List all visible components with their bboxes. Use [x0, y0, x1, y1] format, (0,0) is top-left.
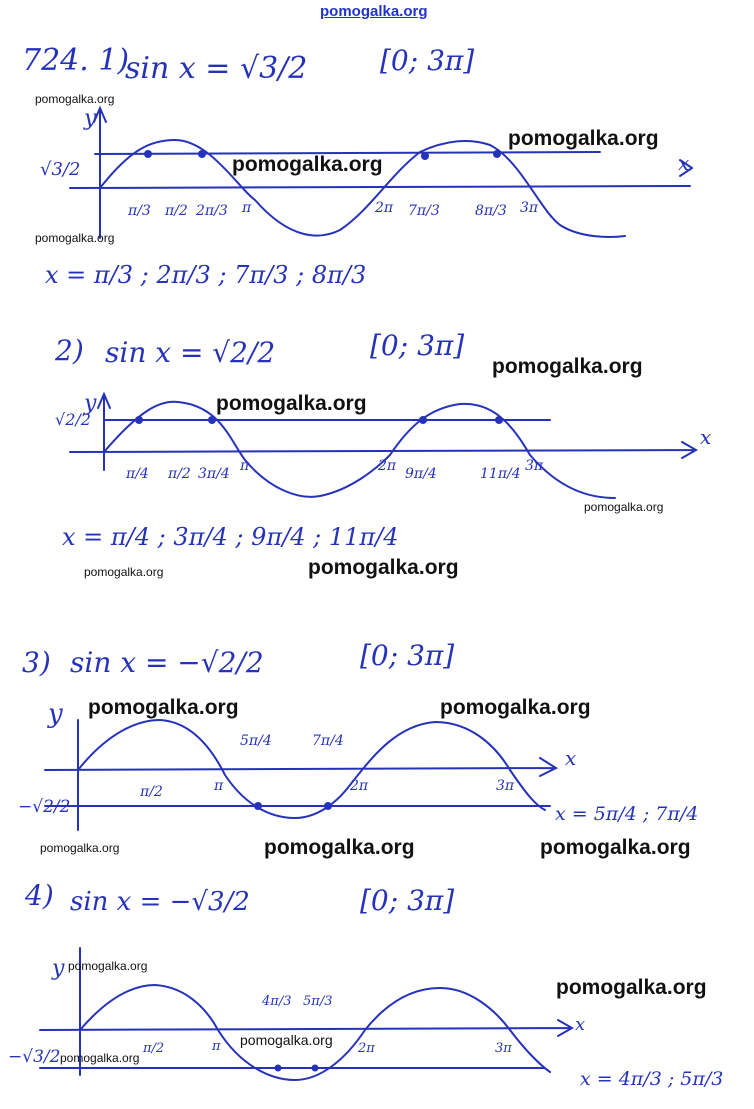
p3-tick: 5π/4 — [240, 733, 272, 749]
p4-tick: π — [212, 1039, 221, 1054]
p1-x-label: x — [678, 151, 690, 175]
watermark: pomogalka.org — [35, 92, 115, 106]
p1-tick: 2π — [375, 200, 394, 216]
p3-tick: π/2 — [140, 784, 163, 800]
p3-tick-labels — [139, 733, 515, 800]
p2-tick: π — [240, 458, 250, 474]
p2-tick: 9π/4 — [405, 466, 437, 482]
watermark: pomogalka.org — [216, 392, 367, 415]
watermark: pomogalka.org — [40, 841, 120, 855]
site-header[interactable]: pomogalka.org — [320, 3, 428, 20]
p3-x-label: x — [565, 746, 577, 770]
p4-y-label: y — [52, 956, 65, 981]
watermark: pomogalka.org — [68, 959, 148, 973]
p2-tick: 3π — [525, 458, 544, 474]
p1-tick: 8π/3 — [475, 203, 507, 219]
p2-tick: 3π/4 — [198, 466, 230, 482]
p3-y-label: y — [48, 699, 63, 729]
watermark: pomogalka.org — [540, 836, 691, 859]
p2-tick: 11π/4 — [480, 466, 521, 482]
p3-level-label: −√2/2 — [18, 797, 71, 817]
p1-tick: π/3 — [128, 203, 151, 219]
p2-x-label: x — [700, 425, 712, 449]
p2-answer: x = π/4 ; 3π/4 ; 9π/4 ; 11π/4 — [62, 523, 399, 551]
p2-equation: sin x = √2/2 — [105, 336, 276, 369]
p3-number: 3) — [22, 646, 51, 679]
watermark: pomogalka.org — [308, 556, 459, 579]
p3-equation: sin x = −√2/2 — [70, 646, 264, 679]
p1-answer: x = π/3 ; 2π/3 ; 7π/3 ; 8π/3 — [45, 261, 367, 289]
p3-tick: 7π/4 — [312, 733, 344, 749]
p1-tick: π/2 — [165, 203, 188, 219]
watermark: pomogalka.org — [88, 696, 239, 719]
p3-interval: [0; 3π] — [360, 639, 455, 672]
p4-tick: 2π — [358, 1041, 375, 1056]
p1-x-axis — [70, 186, 690, 188]
p3-tick: 2π — [350, 778, 369, 794]
watermark: pomogalka.org — [492, 355, 643, 378]
watermark: pomogalka.org — [264, 836, 415, 859]
p2-tick: 2π — [378, 458, 397, 474]
watermark: pomogalka.org — [232, 153, 383, 176]
p2-number: 2) — [55, 334, 84, 367]
watermark: pomogalka.org — [60, 1051, 140, 1065]
watermark: pomogalka.org — [35, 231, 115, 245]
p1-interval: [0; 3π] — [380, 44, 475, 77]
p1-tick: 3π — [520, 200, 539, 216]
p4-number: 4) — [25, 879, 54, 912]
p2-y-axis — [98, 394, 110, 470]
watermark: pomogalka.org — [84, 565, 164, 579]
watermark: pomogalka.org — [556, 976, 707, 999]
p3-tick: 3π — [496, 778, 515, 794]
p1-number: 724. 1) — [22, 43, 130, 78]
p1-equation: sin x = √3/2 — [125, 51, 308, 86]
p1-tick: π — [242, 200, 252, 216]
watermark: pomogalka.org — [240, 1032, 333, 1048]
p4-answer: x = 4π/3 ; 5π/3 — [580, 1068, 724, 1090]
p2-y-label: y — [84, 391, 97, 416]
p4-equation: sin x = −√3/2 — [70, 887, 250, 917]
p2-x-axis — [70, 442, 696, 458]
p4-tick: 3π — [495, 1041, 512, 1056]
p1-tick-labels — [127, 200, 539, 219]
p2-interval: [0; 3π] — [370, 329, 465, 362]
p4-tick: π/2 — [143, 1041, 165, 1056]
p1-y-label: y — [84, 106, 97, 131]
p2-level-label: √2/2 — [55, 410, 91, 429]
p1-tick: 2π/3 — [196, 203, 228, 219]
p2-tick: π/4 — [126, 466, 149, 482]
p1-level-label: √3/2 — [40, 159, 81, 180]
p4-tick: 4π/3 — [262, 994, 292, 1009]
p4-tick: 5π/3 — [303, 994, 333, 1009]
p3-answer: x = 5π/4 ; 7π/4 — [555, 803, 699, 825]
p2-tick: π/2 — [168, 466, 191, 482]
watermark: pomogalka.org — [584, 500, 664, 514]
p4-x-label: x — [575, 1014, 586, 1035]
p1-tick: 7π/3 — [408, 203, 440, 219]
p3-x-axis — [45, 758, 556, 776]
p4-level-label: −√3/2 — [8, 1047, 61, 1067]
p3-tick: π — [214, 778, 224, 794]
p4-interval: [0; 3π] — [360, 884, 455, 917]
watermark: pomogalka.org — [440, 696, 591, 719]
p2-tick-labels — [125, 458, 544, 482]
watermark: pomogalka.org — [508, 127, 659, 150]
